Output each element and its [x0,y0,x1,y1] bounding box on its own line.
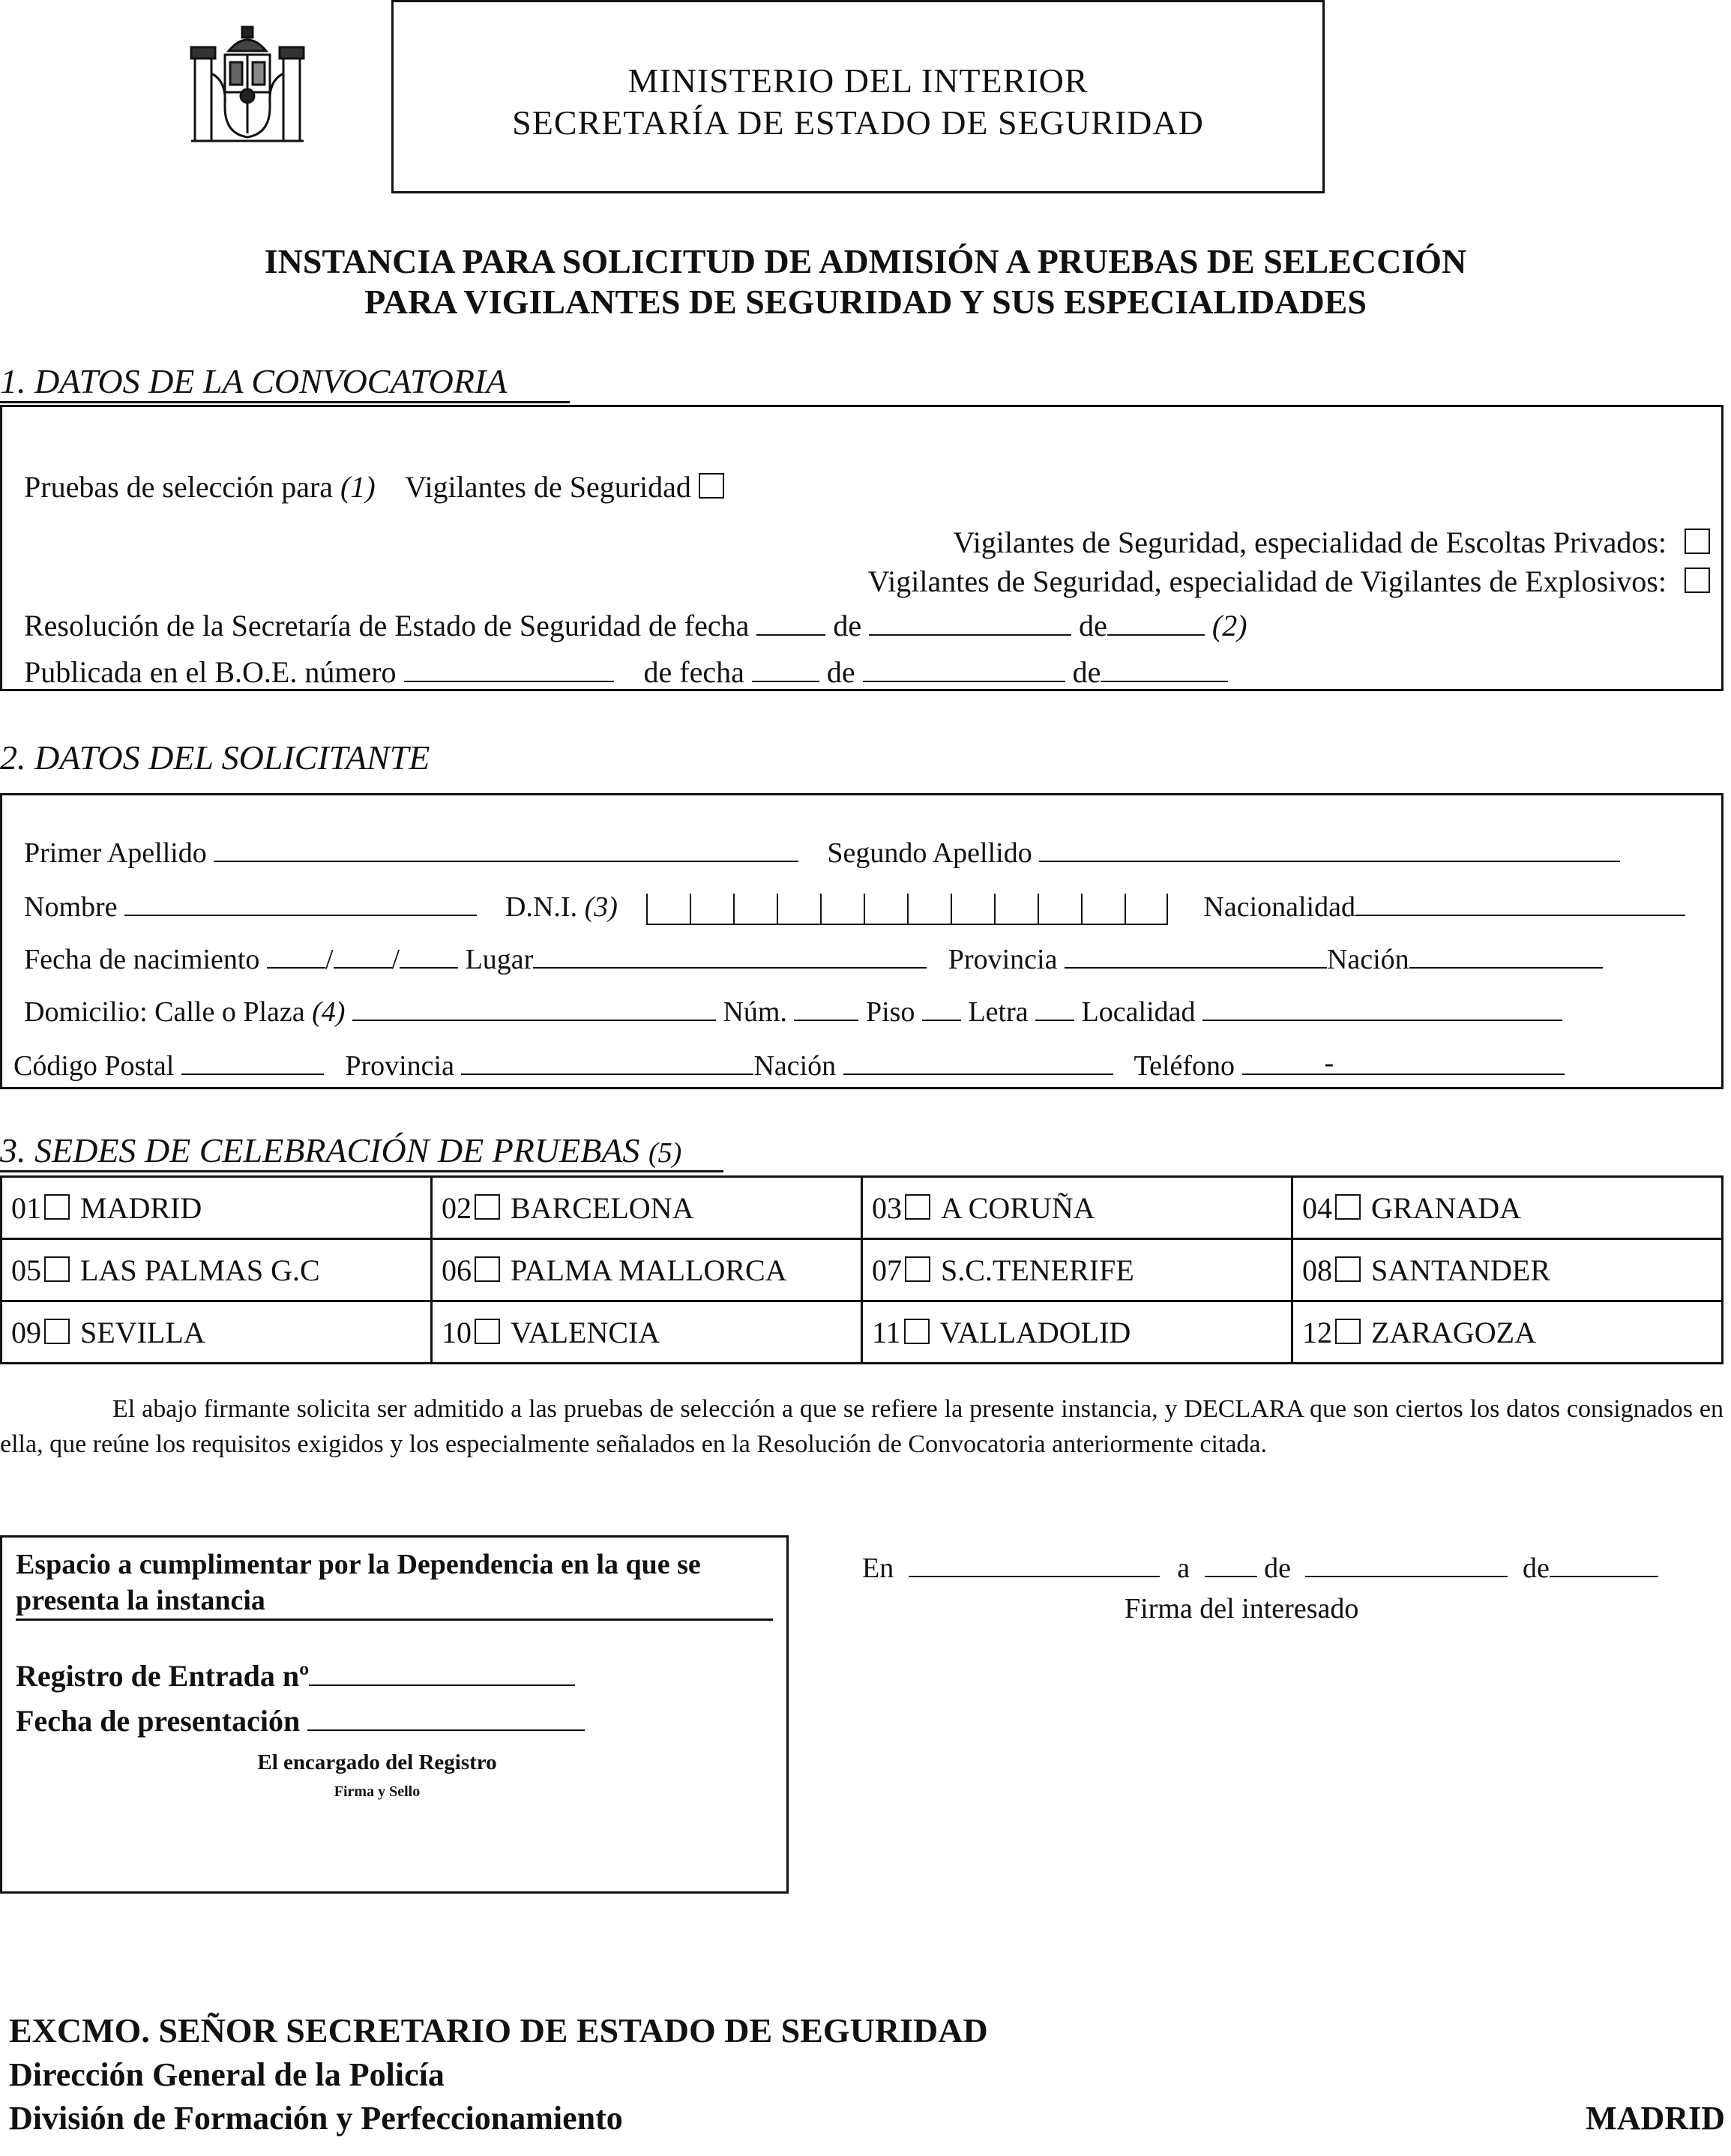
segundo-apellido-field[interactable] [1039,832,1620,862]
sede-checkbox[interactable] [44,1256,70,1282]
ano-firma-field[interactable] [1550,1547,1658,1577]
form-title-line1: INSTANCIA PARA SOLICITUD DE ADMISIÓN A PRUEBAS DE SELECCIÓN [264,242,1467,280]
nacion-2-field[interactable] [843,1045,1113,1075]
fecha-presentacion-label: Fecha de presentación [16,1704,301,1738]
nombre-row [24,886,1685,925]
sede-checkbox[interactable] [1335,1256,1361,1282]
de-label: de [1522,1553,1550,1584]
de-text: de [833,609,862,642]
header-box [391,0,1325,193]
boe-month-field[interactable] [863,652,1065,682]
escoltas-checkbox[interactable] [1685,529,1710,554]
nacionalidad-field[interactable] [1355,886,1685,916]
sede-name: LAS PALMAS G.C [80,1253,320,1287]
ministry-name: MINISTERIO DEL INTERIOR [627,61,1089,100]
apellidos-row [24,832,1620,871]
secretariat-name: SECRETARÍA DE ESTADO DE SEGURIDAD [512,103,1204,142]
resolucion-label: Resolución de la Secretaría de Estado de Seguridad de fecha [24,609,750,642]
sede-name: VALENCIA [511,1315,660,1349]
pruebas-label: Pruebas de selección para [24,470,334,504]
sede-cell[interactable] [862,1301,1292,1364]
domicilio-label: Domicilio: Calle o Plaza [24,996,305,1028]
sede-code: 09 [11,1315,41,1349]
note-1: (1) [340,470,376,504]
resolucion-row [24,606,1247,644]
localidad-field[interactable] [1202,991,1562,1021]
sedes-row [1,1301,1723,1364]
nacimiento-row [24,939,1603,978]
piso-field[interactable] [922,991,961,1021]
localidad-label: Localidad [1081,996,1196,1028]
dni-boxes[interactable] [646,894,1168,925]
registry-header-line1: Espacio a cumplimentar por la Dependencia en la que se [16,1549,701,1580]
registro-field[interactable] [309,1656,575,1686]
nombre-field[interactable] [124,886,477,916]
sede-code: 05 [11,1253,41,1287]
option-vigilantes-label: Vigilantes de Seguridad [404,470,691,504]
sede-checkbox[interactable] [475,1194,500,1220]
section3-title [0,1130,723,1172]
pruebas-row [24,469,724,505]
registro-label: Registro de Entrada nº [16,1659,310,1693]
sede-checkbox[interactable] [904,1319,930,1344]
de-text: de [1079,609,1107,642]
option-escoltas-label: Vigilantes de Seguridad, especialidad de Escoltas Privados: [953,526,1667,559]
sede-code: 11 [872,1315,901,1349]
segundo-apellido-label: Segundo Apellido [827,837,1032,869]
firma-sello-label: Firma y Sello [334,1783,421,1800]
sede-cell[interactable] [1292,1239,1723,1301]
sede-name: MADRID [80,1190,202,1225]
sede-cell[interactable] [1,1177,432,1239]
sede-name: SANTANDER [1371,1253,1551,1287]
sede-code: 03 [872,1190,902,1225]
letra-label: Letra [968,996,1029,1028]
note-2: (2) [1211,609,1247,642]
primer-apellido-label: Primer Apellido [24,837,207,869]
resolucion-month-field[interactable] [869,606,1071,636]
birth-day-field[interactable] [267,939,325,969]
explosivos-checkbox[interactable] [1685,567,1710,593]
sedes-table [0,1175,1724,1364]
boe-number-field[interactable] [404,652,614,682]
lugar-field[interactable] [533,939,927,969]
dni-label: D.N.I. [505,891,578,923]
letra-field[interactable] [1035,991,1074,1021]
sede-checkbox[interactable] [1335,1319,1361,1344]
sede-cell[interactable] [862,1177,1292,1239]
sede-code: 12 [1302,1315,1332,1349]
num-label: Núm. [723,996,787,1028]
sede-cell[interactable] [432,1177,862,1239]
telefono-label: Teléfono [1134,1050,1235,1082]
sede-code: 06 [442,1253,472,1287]
sede-name: SEVILLA [80,1315,205,1349]
registro-row [16,1656,575,1693]
nacion-label: Nación [1326,944,1409,975]
de-text: de [1072,655,1101,689]
note-4: (4) [312,996,346,1028]
boe-day-field[interactable] [752,652,819,682]
sede-checkbox[interactable] [905,1256,930,1282]
note-5: (5) [648,1137,682,1169]
mes-firma-field[interactable] [1305,1547,1508,1577]
sede-name: VALLADOLID [939,1315,1131,1349]
num-field[interactable] [794,991,858,1021]
sede-cell[interactable] [1292,1301,1723,1364]
coat-of-arms-icon [184,21,311,152]
de-text: de [826,655,855,689]
option-explosivos-label: Vigilantes de Seguridad, especialidad de Vigilantes de Explosivos: [867,564,1667,598]
addressee-line1: EXCMO. SEÑOR SECRETARIO DE ESTADO DE SEGURIDAD [9,2011,988,2050]
publicada-label: Publicada en el B.O.E. número [24,655,397,689]
sede-cell[interactable] [862,1239,1292,1301]
sede-name: PALMA MALLORCA [511,1253,787,1287]
de-label: de [1264,1553,1291,1584]
piso-label: Piso [865,996,915,1028]
dia-firma-field[interactable] [1205,1547,1257,1577]
vigilantes-checkbox[interactable] [699,473,724,499]
calle-field[interactable] [352,991,716,1021]
sede-checkbox[interactable] [905,1194,930,1220]
section2-title: 2. DATOS DEL SOLICITANTE [0,738,430,777]
sede-cell[interactable] [1,1301,432,1364]
lugar-firma-field[interactable] [909,1547,1160,1577]
sede-code: 02 [442,1190,472,1225]
signature-row [862,1547,1658,1586]
sede-name: ZARAGOZA [1371,1315,1536,1349]
section1-title: 1. DATOS DE LA CONVOCATORIA [0,361,570,403]
encargado-label: El encargado del Registro [257,1750,497,1774]
declaration-text: El abajo firmante solicita ser admitido a las pruebas de selección a que se refiere la presente instancia, y DECLARA que son ciertos los datos consignados en ella, que reúne los requisitos exigidos y los especialmente señalados en la Resolución de Convocatoria anteriormente citada. [0,1395,1724,1458]
provincia-label: Provincia [948,944,1058,975]
provincia-field[interactable] [1065,939,1327,969]
sedes-row [1,1239,1723,1301]
resolucion-day-field[interactable] [756,606,825,636]
sede-checkbox[interactable] [44,1194,70,1220]
postal-row [13,1045,1565,1084]
section3-title-text: 3. SEDES DE CELEBRACIÓN DE PRUEBAS [0,1131,640,1169]
nombre-label: Nombre [24,891,118,923]
fecha-presentacion-field[interactable] [307,1701,585,1731]
slash: / [325,944,334,975]
sede-code: 10 [442,1315,472,1349]
explosivos-row [868,564,1710,600]
en-label: En [862,1553,894,1584]
nacion-label: Nación [753,1050,837,1082]
addressee-line3: División de Formación y Perfeccionamiento [9,2100,623,2137]
birth-year-field[interactable] [400,939,458,969]
sede-name: S.C.TENERIFE [941,1253,1134,1287]
registry-box [0,1535,789,1894]
sede-code: 04 [1302,1190,1332,1225]
slash: / [391,944,400,975]
sede-code: 01 [11,1190,41,1225]
sede-name: A CORUÑA [941,1190,1095,1225]
lugar-label: Lugar [465,944,534,975]
form-title-line2: PARA VIGILANTES DE SEGURIDAD Y SUS ESPECIALIDADES [364,283,1367,321]
nacion-field[interactable] [1409,939,1603,969]
firma-interesado-label: Firma del interesado [1125,1593,1359,1624]
sede-checkbox[interactable] [44,1319,70,1344]
sede-name: GRANADA [1371,1190,1521,1225]
sede-cell[interactable] [1,1239,432,1301]
a-label: a [1177,1553,1190,1584]
publicada-row [24,652,1228,690]
nacionalidad-label: Nacionalidad [1203,891,1355,923]
fecha-presentacion-row [16,1701,585,1738]
note-3: (3) [584,891,618,923]
codigo-postal-field[interactable] [181,1045,324,1075]
addressee-city: MADRID [1586,2100,1725,2137]
provincia-2-field[interactable] [461,1045,753,1075]
de-fecha-text: de fecha [643,655,744,689]
sede-checkbox[interactable] [475,1319,500,1344]
codigo-postal-label: Código Postal [13,1050,175,1082]
domicilio-row [24,991,1562,1030]
sede-cell[interactable] [1292,1177,1723,1239]
addressee-line2: Dirección General de la Policía [9,2056,445,2093]
sede-code: 08 [1302,1253,1332,1287]
sede-name: BARCELONA [511,1190,694,1225]
telefono-dash: - [1324,1047,1334,1079]
resolucion-year-field[interactable] [1107,606,1205,636]
sede-cell[interactable] [432,1301,862,1364]
sede-checkbox[interactable] [475,1256,500,1282]
registry-header [16,1547,773,1621]
sede-checkbox[interactable] [1335,1194,1361,1220]
telefono-field[interactable] [1242,1045,1565,1079]
provincia-label: Provincia [345,1050,454,1082]
primer-apellido-field[interactable] [214,832,798,862]
sede-cell[interactable] [432,1239,862,1301]
escoltas-row [953,525,1710,561]
registry-header-line2: presenta la instancia [16,1585,265,1616]
sedes-row [1,1177,1723,1239]
sede-code: 07 [872,1253,902,1287]
boe-year-field[interactable] [1101,652,1228,682]
birth-month-field[interactable] [334,939,392,969]
fecha-nacimiento-label: Fecha de nacimiento [24,944,260,975]
